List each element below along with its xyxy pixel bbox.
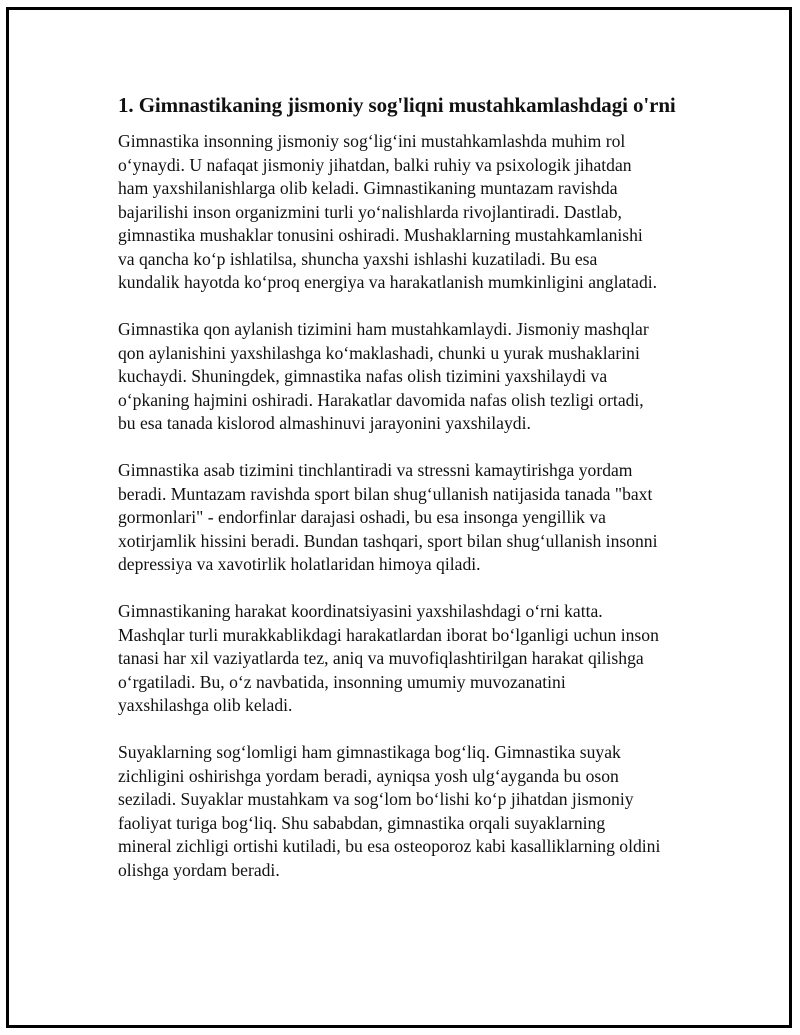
paragraph xyxy=(118,459,690,577)
paragraph-line: mineral zichligi ortishi kutiladi, bu esa osteoporoz kabi kasalliklarning oldini xyxy=(118,836,661,856)
paragraph-line: olishga yordam beradi. xyxy=(118,859,280,880)
paragraph-line: Suyaklarning sog‘lomligi ham gimnastikaga bog‘liq. Gimnastika suyak xyxy=(118,742,621,762)
paragraph-line: gimnastika mushaklar tonusini oshiradi. Mushaklarning mustahkamlanishi xyxy=(118,225,643,245)
paragraph-line: gormonlari" - endorfinlar darajasi oshadi, bu esa insonga yengillik va xyxy=(118,507,606,527)
paragraph-line: Mashqlar turli murakkablikdagi harakatlardan iborat bo‘lganligi uchun inson xyxy=(118,624,659,645)
paragraph-line: kundalik hayotda ko‘proq energiya va harakatlanish mumkinligini anglatadi. xyxy=(118,272,658,292)
paragraph xyxy=(118,600,690,718)
paragraph xyxy=(118,130,690,295)
document-body xyxy=(118,92,690,906)
paragraph-line: beradi. Muntazam ravishda sport bilan shug‘ullanish natijasida tanada "baxt xyxy=(118,483,653,504)
paragraph-line: o‘ynaydi. U nafaqat jismoniy jihatdan, balki ruhiy va psixologik jihatdan xyxy=(118,154,632,175)
paragraph-line: Gimnastika qon aylanish tizimini ham mustahkamlaydi. Jismoniy mashqlar xyxy=(118,319,649,339)
paragraph xyxy=(118,318,690,436)
paragraph-line: Gimnastika asab tizimini tinchlantiradi va stressni kamaytirishga yordam xyxy=(118,460,633,480)
paragraph-line: seziladi. Suyaklar mustahkam va sog‘lom bo‘lishi ko‘p jihatdan jismoniy xyxy=(118,789,634,809)
paragraph-line: va qancha ko‘p ishlatilsa, shuncha yaxshi ishlashi kuzatiladi. Bu esa xyxy=(118,248,598,269)
paragraph-line: o‘rgatiladi. Bu, o‘z navbatida, insonning umumiy muvozanatini xyxy=(118,671,566,692)
paragraph-line: yaxshilashga olib keladi. xyxy=(118,695,293,715)
paragraph-line: bajarilishi inson organizmini turli yo‘nalishlarda rivojlantiradi. Dastlab, xyxy=(118,201,622,222)
paragraph-line: Gimnastika insonning jismoniy sog‘lig‘ini mustahkamlashda muhim rol xyxy=(118,131,626,151)
paragraphs-container xyxy=(118,130,690,882)
paragraph-line: zichligini oshirishga yordam beradi, ayniqsa yosh ulg‘ayganda bu oson xyxy=(118,765,619,786)
paragraph-line: faoliyat turiga bog‘liq. Shu sababdan, gimnastika orqali suyaklarning xyxy=(118,812,606,833)
paragraph-line: qon aylanishini yaxshilashga ko‘maklashadi, chunki u yurak mushaklarini xyxy=(118,342,640,363)
paragraph-line: Gimnastikaning harakat koordinatsiyasini yaxshilashdagi o‘rni katta. xyxy=(118,601,603,621)
paragraph-line: depressiya va xavotirlik holatlaridan himoya qiladi. xyxy=(118,554,481,574)
section-heading: 1. Gimnastikaning jismoniy sog'liqni mustahkamlashdagi o'rni xyxy=(118,93,676,117)
paragraph-line: ham yaxshilanishlarga olib keladi. Gimnastikaning muntazam ravishda xyxy=(118,178,618,198)
paragraph-line: tanasi har xil vaziyatlarda tez, aniq va muvofiqlashtirilgan harakat qilishga xyxy=(118,648,644,668)
paragraph-line: kuchaydi. Shuningdek, gimnastika nafas olish tizimini yaxshilaydi va xyxy=(118,366,608,386)
paragraph-line: xotirjamlik hissini beradi. Bundan tashqari, sport bilan shug‘ullanish insonni xyxy=(118,530,658,551)
paragraph-line: bu esa tanada kislorod almashinuvi jarayonini yaxshilaydi. xyxy=(118,413,531,433)
paragraph-line: o‘pkaning hajmini oshiradi. Harakatlar davomida nafas olish tezligi ortadi, xyxy=(118,389,644,410)
paragraph xyxy=(118,741,690,882)
